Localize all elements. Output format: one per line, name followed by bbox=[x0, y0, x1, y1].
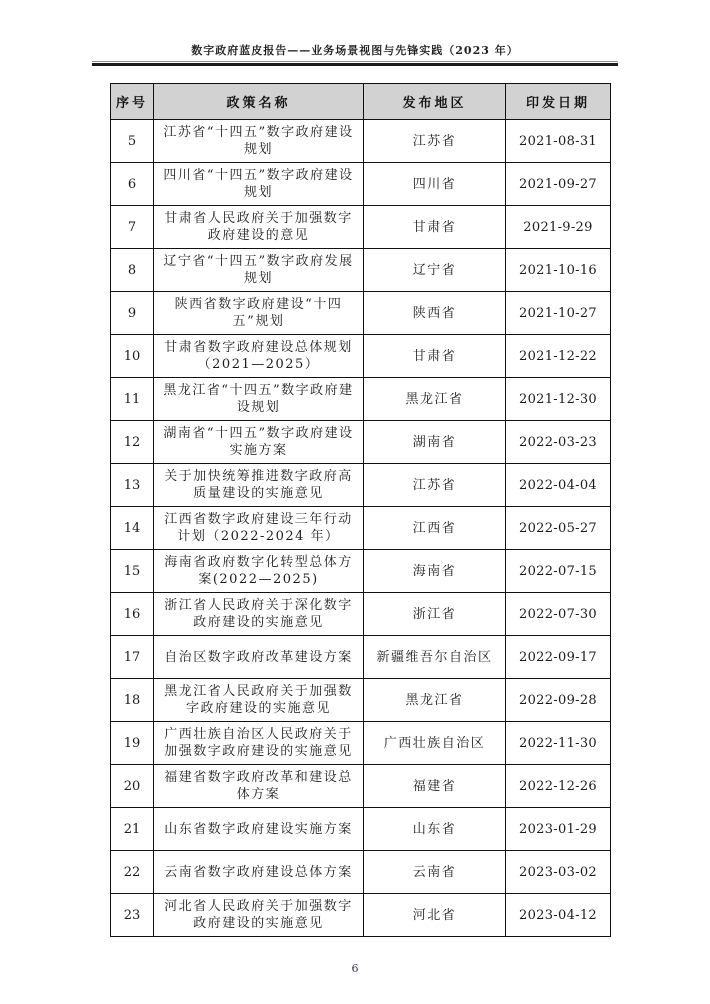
cell-no: 8 bbox=[111, 249, 154, 292]
cell-region: 海南省 bbox=[364, 550, 506, 593]
table-row bbox=[111, 378, 611, 421]
cell-policy: 甘肃省数字政府建设总体规划（2021—2025） bbox=[154, 335, 364, 378]
cell-policy: 云南省数字政府建设总体方案 bbox=[154, 851, 364, 894]
table-row bbox=[111, 851, 611, 894]
cell-date: 2021-10-27 bbox=[506, 292, 611, 335]
cell-policy: 黑龙江省人民政府关于加强数字政府建设的实施意见 bbox=[154, 679, 364, 722]
cell-date: 2022-11-30 bbox=[506, 722, 611, 765]
column-header-no: 序号 bbox=[111, 84, 154, 120]
cell-region: 山东省 bbox=[364, 808, 506, 851]
cell-policy: 陕西省数字政府建设“十四五”规划 bbox=[154, 292, 364, 335]
cell-no: 15 bbox=[111, 550, 154, 593]
cell-region: 陕西省 bbox=[364, 292, 506, 335]
cell-policy: 四川省“十四五”数字政府建设规划 bbox=[154, 163, 364, 206]
cell-region: 甘肃省 bbox=[364, 335, 506, 378]
page-number: 6 bbox=[351, 962, 359, 975]
table-row bbox=[111, 765, 611, 808]
table-header-row bbox=[111, 84, 611, 120]
cell-policy: 海南省政府数字化转型总体方案(2022—2025) bbox=[154, 550, 364, 593]
header-title: 数字政府蓝皮报告——业务场景视图与先锋实践（2023 年） bbox=[191, 44, 519, 57]
cell-region: 河北省 bbox=[364, 894, 506, 937]
cell-policy: 河北省人民政府关于加强数字政府建设的实施意见 bbox=[154, 894, 364, 937]
cell-policy: 江西省数字政府建设三年行动计划（2022-2024 年） bbox=[154, 507, 364, 550]
cell-region: 辽宁省 bbox=[364, 249, 506, 292]
cell-date: 2021-10-16 bbox=[506, 249, 611, 292]
cell-date: 2022-03-23 bbox=[506, 421, 611, 464]
table-row bbox=[111, 722, 611, 765]
cell-policy: 自治区数字政府改革建设方案 bbox=[154, 636, 364, 679]
cell-policy: 江苏省“十四五”数字政府建设规划 bbox=[154, 120, 364, 163]
table-row bbox=[111, 636, 611, 679]
cell-date: 2021-12-30 bbox=[506, 378, 611, 421]
table-row bbox=[111, 249, 611, 292]
column-header-date: 印发日期 bbox=[506, 84, 611, 120]
cell-region: 江西省 bbox=[364, 507, 506, 550]
table-row bbox=[111, 464, 611, 507]
cell-no: 7 bbox=[111, 206, 154, 249]
document-header bbox=[0, 0, 710, 66]
cell-date: 2023-01-29 bbox=[506, 808, 611, 851]
cell-no: 18 bbox=[111, 679, 154, 722]
table-row bbox=[111, 593, 611, 636]
cell-policy: 甘肃省人民政府关于加强数字政府建设的意见 bbox=[154, 206, 364, 249]
cell-policy: 广西壮族自治区人民政府关于加强数字政府建设的实施意见 bbox=[154, 722, 364, 765]
cell-no: 22 bbox=[111, 851, 154, 894]
cell-region: 江苏省 bbox=[364, 464, 506, 507]
table-row bbox=[111, 507, 611, 550]
cell-region: 四川省 bbox=[364, 163, 506, 206]
cell-policy: 山东省数字政府建设实施方案 bbox=[154, 808, 364, 851]
cell-date: 2022-07-30 bbox=[506, 593, 611, 636]
header-rule bbox=[92, 61, 618, 66]
cell-date: 2021-08-31 bbox=[506, 120, 611, 163]
cell-date: 2022-05-27 bbox=[506, 507, 611, 550]
cell-date: 2022-12-26 bbox=[506, 765, 611, 808]
cell-region: 黑龙江省 bbox=[364, 378, 506, 421]
cell-date: 2023-04-12 bbox=[506, 894, 611, 937]
cell-no: 23 bbox=[111, 894, 154, 937]
cell-region: 福建省 bbox=[364, 765, 506, 808]
cell-no: 17 bbox=[111, 636, 154, 679]
table-row bbox=[111, 894, 611, 937]
cell-no: 9 bbox=[111, 292, 154, 335]
cell-policy: 湖南省“十四五”数字政府建设实施方案 bbox=[154, 421, 364, 464]
cell-region: 湖南省 bbox=[364, 421, 506, 464]
cell-date: 2022-09-17 bbox=[506, 636, 611, 679]
cell-policy: 辽宁省“十四五”数字政府发展规划 bbox=[154, 249, 364, 292]
table-row bbox=[111, 292, 611, 335]
cell-policy: 浙江省人民政府关于深化数字政府建设的实施意见 bbox=[154, 593, 364, 636]
cell-no: 14 bbox=[111, 507, 154, 550]
cell-region: 广西壮族自治区 bbox=[364, 722, 506, 765]
cell-date: 2021-12-22 bbox=[506, 335, 611, 378]
cell-no: 5 bbox=[111, 120, 154, 163]
cell-no: 12 bbox=[111, 421, 154, 464]
cell-date: 2021-09-27 bbox=[506, 163, 611, 206]
cell-no: 16 bbox=[111, 593, 154, 636]
cell-region: 新疆维吾尔自治区 bbox=[364, 636, 506, 679]
cell-region: 浙江省 bbox=[364, 593, 506, 636]
table-row bbox=[111, 679, 611, 722]
cell-region: 甘肃省 bbox=[364, 206, 506, 249]
page-footer bbox=[0, 962, 710, 975]
policy-table bbox=[110, 83, 611, 937]
cell-no: 10 bbox=[111, 335, 154, 378]
cell-region: 江苏省 bbox=[364, 120, 506, 163]
cell-date: 2023-03-02 bbox=[506, 851, 611, 894]
table-row bbox=[111, 550, 611, 593]
cell-no: 21 bbox=[111, 808, 154, 851]
table-row bbox=[111, 808, 611, 851]
table-row bbox=[111, 120, 611, 163]
cell-no: 11 bbox=[111, 378, 154, 421]
cell-date: 2021-9-29 bbox=[506, 206, 611, 249]
cell-date: 2022-07-15 bbox=[506, 550, 611, 593]
cell-no: 19 bbox=[111, 722, 154, 765]
cell-date: 2022-09-28 bbox=[506, 679, 611, 722]
cell-no: 13 bbox=[111, 464, 154, 507]
cell-date: 2022-04-04 bbox=[506, 464, 611, 507]
cell-no: 6 bbox=[111, 163, 154, 206]
table-row bbox=[111, 206, 611, 249]
cell-policy: 黑龙江省“十四五”数字政府建设规划 bbox=[154, 378, 364, 421]
table-row bbox=[111, 421, 611, 464]
cell-region: 云南省 bbox=[364, 851, 506, 894]
cell-no: 20 bbox=[111, 765, 154, 808]
cell-policy: 关于加快统筹推进数字政府高质量建设的实施意见 bbox=[154, 464, 364, 507]
column-header-region: 发布地区 bbox=[364, 84, 506, 120]
table-row bbox=[111, 335, 611, 378]
cell-policy: 福建省数字政府改革和建设总体方案 bbox=[154, 765, 364, 808]
column-header-policy: 政策名称 bbox=[154, 84, 364, 120]
table-row bbox=[111, 163, 611, 206]
cell-region: 黑龙江省 bbox=[364, 679, 506, 722]
